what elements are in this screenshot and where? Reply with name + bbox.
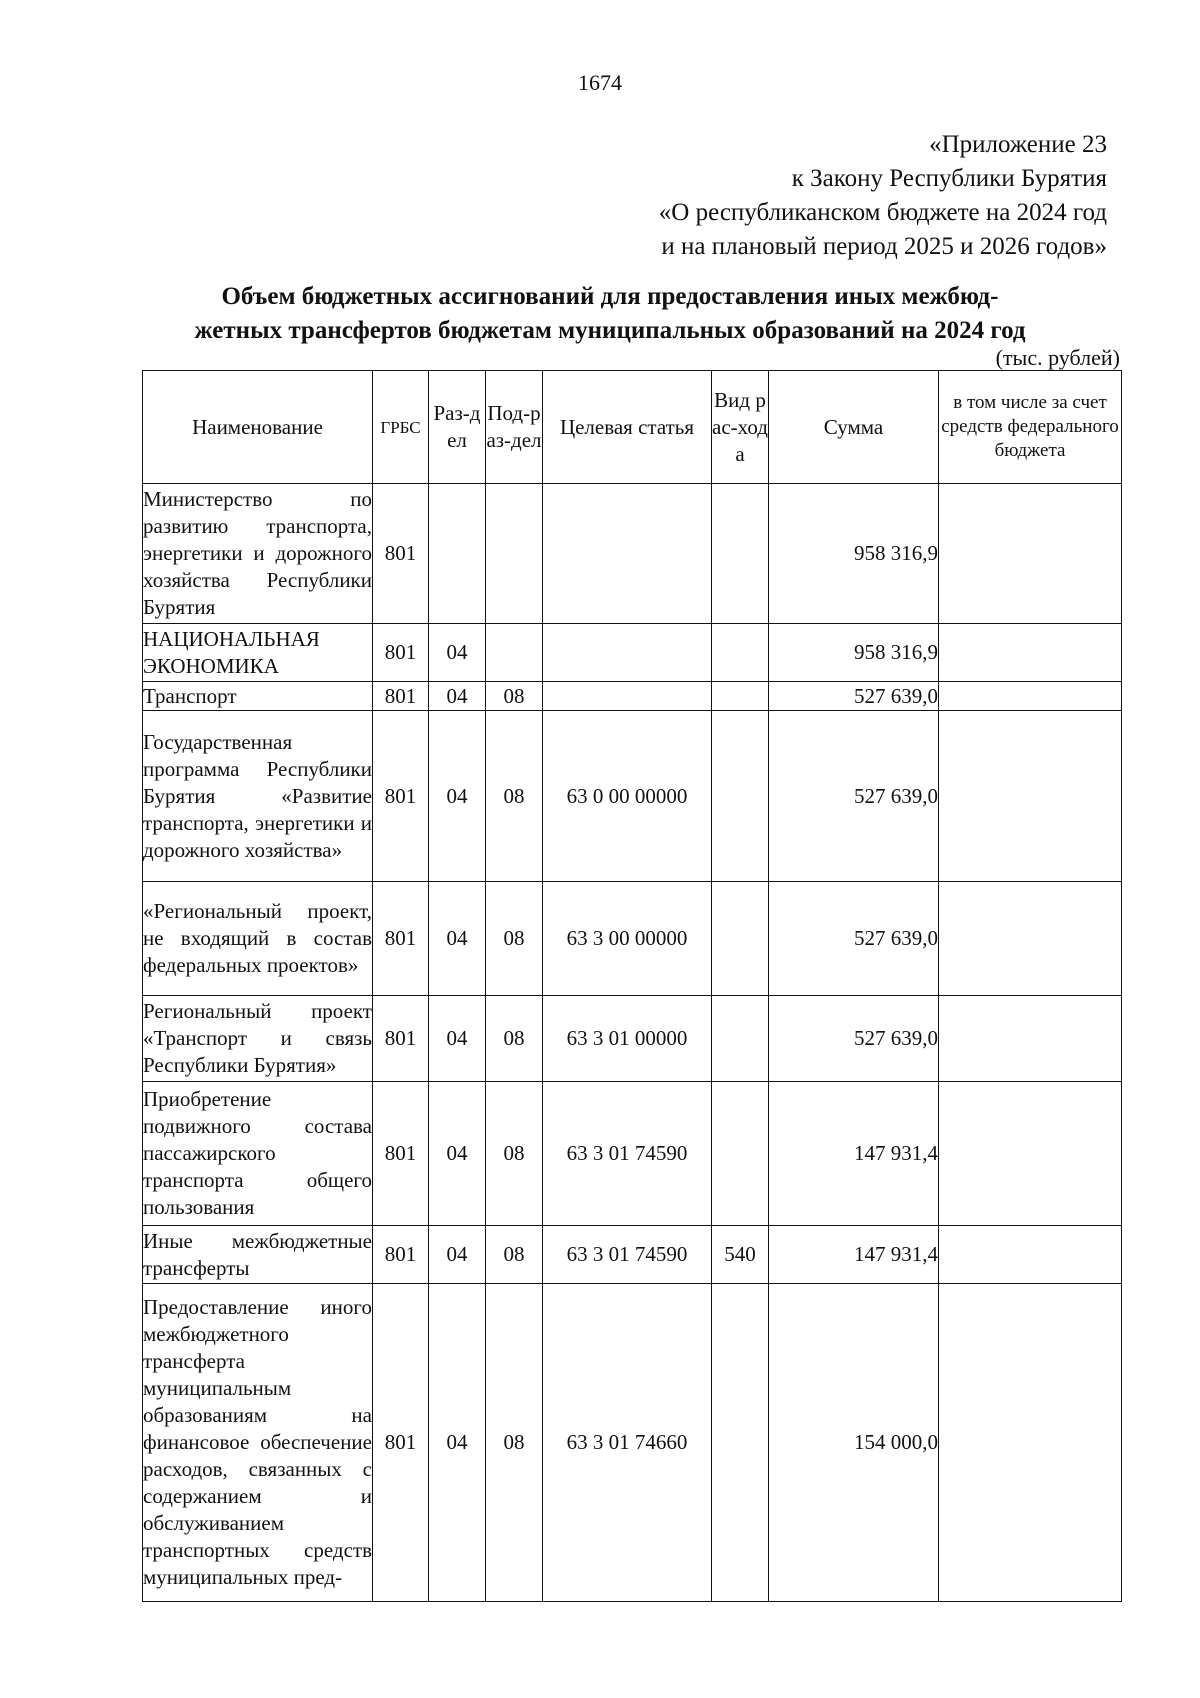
target-cell: 63 3 01 74590: [543, 1082, 712, 1226]
table-row: [143, 624, 1122, 682]
grbs-cell: 801: [373, 711, 429, 882]
target-cell: [543, 484, 712, 624]
header-target: Целевая статья: [543, 371, 712, 484]
section-cell: 04: [429, 624, 486, 682]
appendix-reference: [659, 128, 1107, 264]
section-cell: 04: [429, 682, 486, 711]
header-row: [143, 371, 1122, 484]
grbs-cell: 801: [373, 996, 429, 1082]
row-name-cell: Государственная программа Республики Бурятия «Развитие транспорта, энергетики и дорожного хозяйства»: [143, 711, 373, 882]
row-name-cell: НАЦИОНАЛЬНАЯ ЭКОНОМИКА: [143, 624, 373, 682]
sum-cell: 147 931,4: [769, 1082, 939, 1226]
grbs-cell: 801: [373, 1226, 429, 1284]
federal-cell: [939, 1226, 1122, 1284]
table-row: [143, 996, 1122, 1082]
federal-cell: [939, 711, 1122, 882]
appendix-line: «Приложение 23: [929, 131, 1107, 158]
expense-type-cell: [712, 484, 769, 624]
section-cell: 04: [429, 711, 486, 882]
header-subsection: Под-раз-дел: [486, 371, 543, 484]
subsection-cell: 08: [486, 1284, 543, 1602]
row-name-cell: Иные межбюджетные трансферты: [143, 1226, 373, 1284]
grbs-cell: 801: [373, 882, 429, 996]
federal-cell: [939, 1284, 1122, 1602]
sum-cell: 958 316,9: [769, 624, 939, 682]
row-name-cell: «Региональный проект, не входящий в состав федеральных проектов»: [143, 882, 373, 996]
federal-cell: [939, 484, 1122, 624]
header-section: Раз-дел: [429, 371, 486, 484]
header-sum: Сумма: [769, 371, 939, 484]
target-cell: 63 0 00 00000: [543, 711, 712, 882]
sum-cell: 958 316,9: [769, 484, 939, 624]
appendix-line: к Закону Республики Бурятия: [791, 165, 1107, 192]
sum-cell: 154 000,0: [769, 1284, 939, 1602]
table-row: [143, 711, 1122, 882]
sum-cell: 527 639,0: [769, 882, 939, 996]
header-name: Наименование: [143, 371, 373, 484]
appendix-line: «О республиканском бюджете на 2024 год: [658, 199, 1107, 226]
budget-table: [142, 370, 1122, 1602]
subsection-cell: 08: [486, 1082, 543, 1226]
federal-cell: [939, 1082, 1122, 1226]
table-row: [143, 484, 1122, 624]
target-cell: 63 3 01 74660: [543, 1284, 712, 1602]
table-row: [143, 1284, 1122, 1602]
target-cell: [543, 682, 712, 711]
expense-type-cell: [712, 682, 769, 711]
header-expense-type: Вид рас-хода: [712, 371, 769, 484]
title-line: Объем бюджетных ассигнований для предоставления иных межбюд-: [221, 283, 999, 310]
grbs-cell: 801: [373, 682, 429, 711]
section-cell: 04: [429, 1284, 486, 1602]
section-cell: 04: [429, 996, 486, 1082]
section-cell: 04: [429, 882, 486, 996]
title-line: жетных трансфертов бюджетам муниципальных образований на 2024 год: [194, 317, 1026, 344]
target-cell: 63 3 00 00000: [543, 882, 712, 996]
table-row: [143, 882, 1122, 996]
row-name-cell: Приобретение подвижного состава пассажирского транспорта общего пользования: [143, 1082, 373, 1226]
subsection-cell: [486, 484, 543, 624]
header-grbs: ГРБС: [373, 371, 429, 484]
row-name-cell: Министерство по развитию транспорта, энергетики и дорожного хозяйства Республики Бурятия: [143, 484, 373, 624]
section-cell: 04: [429, 1082, 486, 1226]
subsection-cell: [486, 624, 543, 682]
expense-type-cell: [712, 882, 769, 996]
federal-cell: [939, 882, 1122, 996]
subsection-cell: 08: [486, 996, 543, 1082]
document-title: [130, 280, 1090, 348]
grbs-cell: 801: [373, 624, 429, 682]
table-body: [143, 484, 1122, 1602]
subsection-cell: 08: [486, 711, 543, 882]
header-federal: в том числе за счет средств федерального бюджета: [939, 371, 1122, 484]
expense-type-cell: [712, 711, 769, 882]
units-note: (тыс. рублей): [995, 345, 1120, 370]
subsection-cell: 08: [486, 882, 543, 996]
grbs-cell: 801: [373, 484, 429, 624]
subsection-cell: 08: [486, 1226, 543, 1284]
row-name-cell: Региональный проект «Транспорт и связь Республики Бурятия»: [143, 996, 373, 1082]
sum-cell: 527 639,0: [769, 996, 939, 1082]
table-row: [143, 682, 1122, 711]
sum-cell: 527 639,0: [769, 682, 939, 711]
grbs-cell: 801: [373, 1082, 429, 1226]
row-name-cell: Предоставление иного межбюджетного трансферта муниципальным образованиям на финансовое обеспечение расходов, связанных с содержанием и обслуживанием транспортных средств муниципальных пред-: [143, 1284, 373, 1602]
subsection-cell: 08: [486, 682, 543, 711]
target-cell: 63 3 01 74590: [543, 1226, 712, 1284]
table-row: [143, 1226, 1122, 1284]
expense-type-cell: [712, 1082, 769, 1226]
target-cell: [543, 624, 712, 682]
sum-cell: 527 639,0: [769, 711, 939, 882]
row-name-cell: Транспорт: [143, 682, 373, 711]
federal-cell: [939, 624, 1122, 682]
page-number: 1674: [578, 70, 622, 95]
expense-type-cell: [712, 624, 769, 682]
federal-cell: [939, 682, 1122, 711]
table-row: [143, 1082, 1122, 1226]
sum-cell: 147 931,4: [769, 1226, 939, 1284]
appendix-line: и на плановый период 2025 и 2026 годов»: [661, 233, 1107, 260]
section-cell: [429, 484, 486, 624]
expense-type-cell: [712, 996, 769, 1082]
federal-cell: [939, 996, 1122, 1082]
section-cell: 04: [429, 1226, 486, 1284]
expense-type-cell: 540: [712, 1226, 769, 1284]
grbs-cell: 801: [373, 1284, 429, 1602]
target-cell: 63 3 01 00000: [543, 996, 712, 1082]
expense-type-cell: [712, 1284, 769, 1602]
